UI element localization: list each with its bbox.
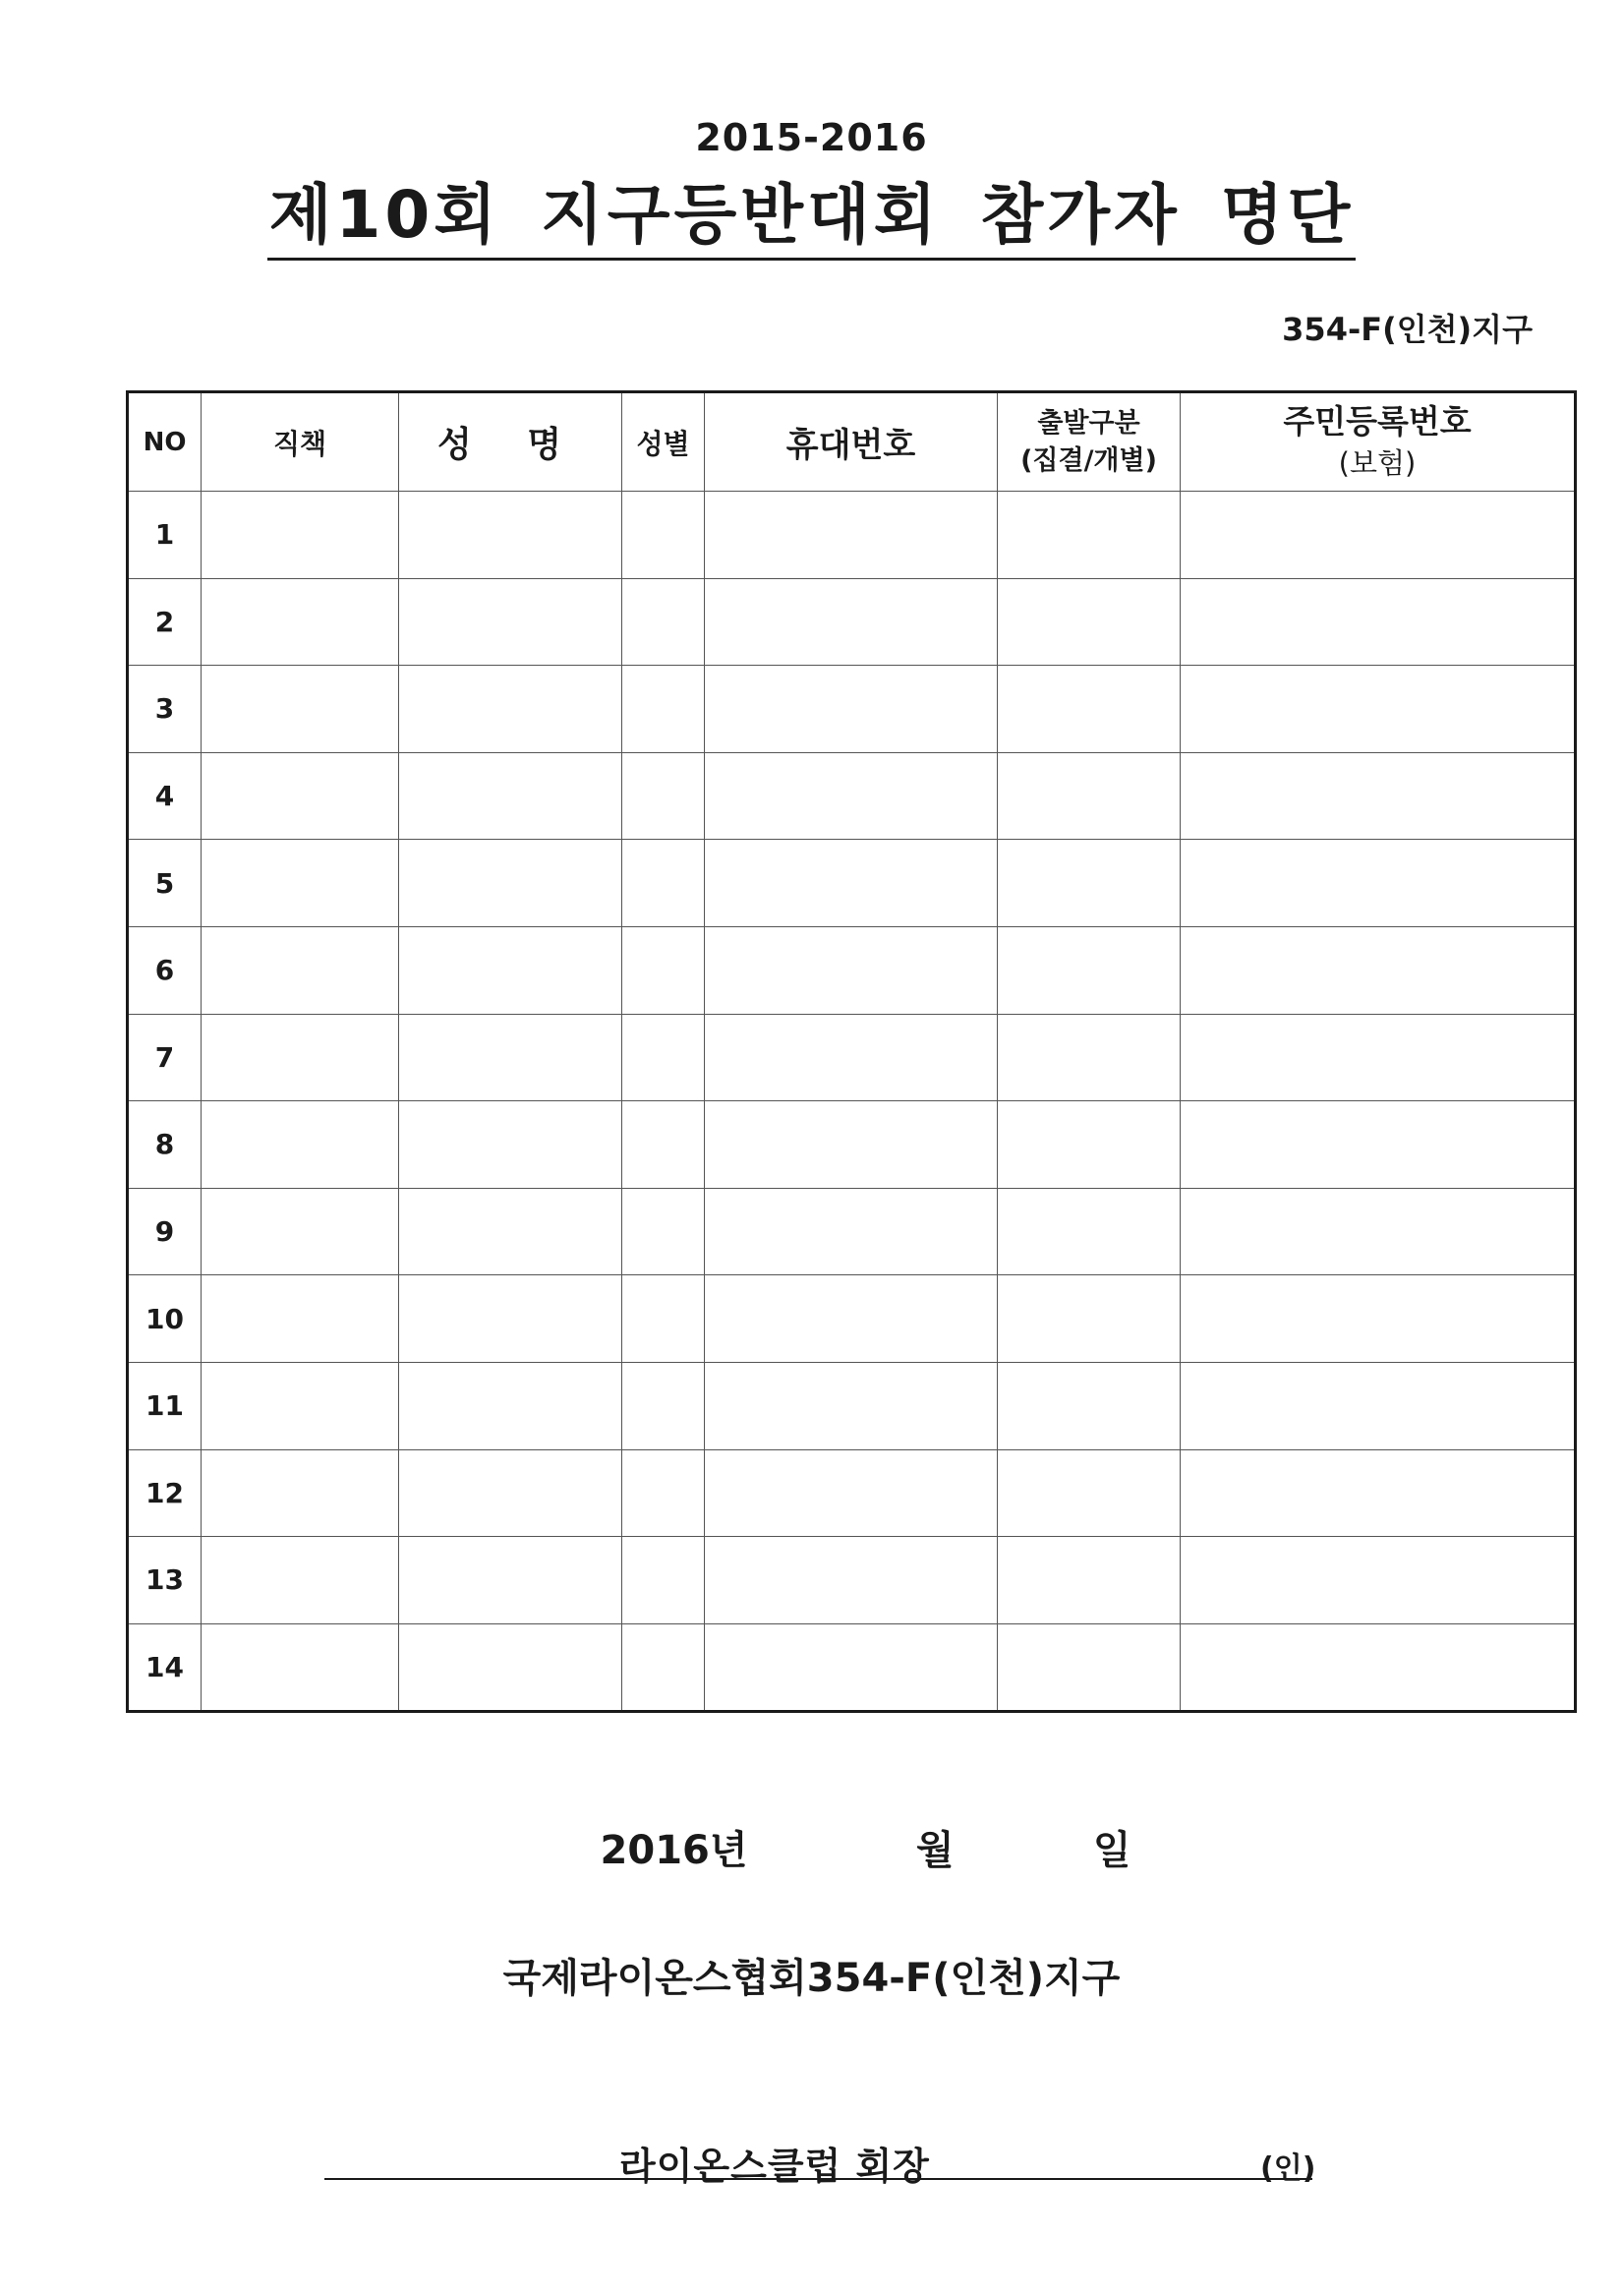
title-wrap (0, 177, 1623, 261)
name-cell[interactable] (399, 666, 622, 753)
phone-cell[interactable] (705, 1362, 998, 1449)
departure-cell[interactable] (998, 1188, 1181, 1275)
table-row (128, 840, 1576, 927)
row-number: 13 (128, 1537, 202, 1624)
resident-id-cell[interactable] (1181, 492, 1576, 579)
col-no: NO (128, 392, 202, 492)
page-title: 제10회 지구등반대회 참가자 명단 (267, 177, 1357, 261)
col-resident-id-line2: (보험) (1338, 445, 1417, 480)
gender-cell[interactable] (622, 926, 705, 1014)
position-cell[interactable] (202, 752, 399, 840)
col-name: 성 명 (399, 392, 622, 492)
row-number: 14 (128, 1623, 202, 1712)
name-cell[interactable] (399, 1623, 622, 1712)
resident-id-cell[interactable] (1181, 1188, 1576, 1275)
resident-id-cell[interactable] (1181, 1623, 1576, 1712)
phone-cell[interactable] (705, 840, 998, 927)
position-cell[interactable] (202, 578, 399, 666)
position-cell[interactable] (202, 1101, 399, 1189)
name-cell[interactable] (399, 1101, 622, 1189)
departure-cell[interactable] (998, 1537, 1181, 1624)
col-position: 직책 (202, 392, 399, 492)
table-row (128, 1449, 1576, 1537)
departure-cell[interactable] (998, 1014, 1181, 1101)
resident-id-cell[interactable] (1181, 752, 1576, 840)
resident-id-cell[interactable] (1181, 926, 1576, 1014)
table-row (128, 1275, 1576, 1363)
phone-cell[interactable] (705, 926, 998, 1014)
row-number: 9 (128, 1188, 202, 1275)
name-cell[interactable] (399, 840, 622, 927)
table-row (128, 926, 1576, 1014)
position-cell[interactable] (202, 666, 399, 753)
gender-cell[interactable] (622, 1188, 705, 1275)
position-cell[interactable] (202, 840, 399, 927)
row-number: 1 (128, 492, 202, 579)
gender-cell[interactable] (622, 840, 705, 927)
resident-id-cell[interactable] (1181, 1101, 1576, 1189)
row-number: 6 (128, 926, 202, 1014)
phone-cell[interactable] (705, 578, 998, 666)
phone-cell[interactable] (705, 1275, 998, 1363)
resident-id-cell[interactable] (1181, 1537, 1576, 1624)
col-resident-id-line1: 주민등록번호 (1283, 401, 1472, 441)
table-row (128, 1101, 1576, 1189)
position-cell[interactable] (202, 1275, 399, 1363)
position-cell[interactable] (202, 1014, 399, 1101)
resident-id-cell[interactable] (1181, 578, 1576, 666)
row-number: 12 (128, 1449, 202, 1537)
position-cell[interactable] (202, 1449, 399, 1537)
phone-cell[interactable] (705, 1623, 998, 1712)
departure-cell[interactable] (998, 926, 1181, 1014)
phone-cell[interactable] (705, 492, 998, 579)
gender-cell[interactable] (622, 666, 705, 753)
name-cell[interactable] (399, 1275, 622, 1363)
gender-cell[interactable] (622, 1101, 705, 1189)
gender-cell[interactable] (622, 492, 705, 579)
date-day: 일 (1092, 1828, 1131, 1873)
row-number: 10 (128, 1275, 202, 1363)
name-cell[interactable] (399, 578, 622, 666)
gender-cell[interactable] (622, 1537, 705, 1624)
participant-table (126, 390, 1577, 1713)
date-month: 월 (915, 1828, 955, 1873)
table-body (128, 492, 1576, 1712)
name-cell[interactable] (399, 1449, 622, 1537)
position-cell[interactable] (202, 1188, 399, 1275)
name-cell[interactable] (399, 1362, 622, 1449)
col-gender: 성별 (622, 392, 705, 492)
gender-cell[interactable] (622, 1449, 705, 1537)
name-cell[interactable] (399, 926, 622, 1014)
departure-cell[interactable] (998, 1362, 1181, 1449)
col-phone: 휴대번호 (705, 392, 998, 492)
name-cell[interactable] (399, 752, 622, 840)
phone-cell[interactable] (705, 1014, 998, 1101)
gender-cell[interactable] (622, 1623, 705, 1712)
row-number: 3 (128, 666, 202, 753)
departure-cell[interactable] (998, 1449, 1181, 1537)
resident-id-cell[interactable] (1181, 666, 1576, 753)
resident-id-cell[interactable] (1181, 1449, 1576, 1537)
resident-id-cell[interactable] (1181, 840, 1576, 927)
name-cell[interactable] (399, 1188, 622, 1275)
departure-cell[interactable] (998, 578, 1181, 666)
name-cell[interactable] (399, 1537, 622, 1624)
departure-cell[interactable] (998, 666, 1181, 753)
row-number: 4 (128, 752, 202, 840)
table-row (128, 1362, 1576, 1449)
row-number: 7 (128, 1014, 202, 1101)
row-number: 8 (128, 1101, 202, 1189)
phone-cell[interactable] (705, 1188, 998, 1275)
resident-id-cell[interactable] (1181, 1275, 1576, 1363)
col-departure-line2: (집결/개별) (1020, 444, 1157, 476)
seal-mark: (인) (1260, 2151, 1316, 2186)
col-departure (998, 392, 1181, 492)
gender-cell[interactable] (622, 752, 705, 840)
table-row (128, 752, 1576, 840)
table-row (128, 666, 1576, 753)
gender-cell[interactable] (622, 578, 705, 666)
year-range: 2015-2016 (695, 116, 928, 159)
phone-cell[interactable] (705, 1101, 998, 1189)
departure-cell[interactable] (998, 1101, 1181, 1189)
phone-cell[interactable] (705, 666, 998, 753)
signature-label: 라이온스클럽 회장 (619, 2145, 930, 2188)
position-cell[interactable] (202, 1362, 399, 1449)
gender-cell[interactable] (622, 1014, 705, 1101)
resident-id-cell[interactable] (1181, 1362, 1576, 1449)
departure-cell[interactable] (998, 492, 1181, 579)
table-row (128, 492, 1576, 579)
row-number: 5 (128, 840, 202, 927)
departure-cell[interactable] (998, 1275, 1181, 1363)
gender-cell[interactable] (622, 1275, 705, 1363)
departure-cell[interactable] (998, 752, 1181, 840)
resident-id-cell[interactable] (1181, 1014, 1576, 1101)
name-cell[interactable] (399, 1014, 622, 1101)
phone-cell[interactable] (705, 1449, 998, 1537)
phone-cell[interactable] (705, 1537, 998, 1624)
row-number: 11 (128, 1362, 202, 1449)
departure-cell[interactable] (998, 1623, 1181, 1712)
position-cell[interactable] (202, 926, 399, 1014)
phone-cell[interactable] (705, 752, 998, 840)
position-cell[interactable] (202, 492, 399, 579)
district-label: 354-F(인천)지구 (1282, 311, 1533, 348)
position-cell[interactable] (202, 1623, 399, 1712)
table-row (128, 578, 1576, 666)
table-row (128, 1623, 1576, 1712)
gender-cell[interactable] (622, 1362, 705, 1449)
table-header-row (128, 392, 1576, 492)
table-row (128, 1537, 1576, 1624)
date-year: 2016년 (600, 1828, 748, 1873)
position-cell[interactable] (202, 1537, 399, 1624)
col-departure-line1: 출발구분 (1037, 407, 1140, 439)
name-cell[interactable] (399, 492, 622, 579)
table-row (128, 1014, 1576, 1101)
col-resident-id (1181, 392, 1576, 492)
organization-name: 국제라이온스협회354-F(인천)지구 (502, 1956, 1121, 2001)
table-row (128, 1188, 1576, 1275)
row-number: 2 (128, 578, 202, 666)
departure-cell[interactable] (998, 840, 1181, 927)
footer-date (0, 1819, 1623, 1875)
